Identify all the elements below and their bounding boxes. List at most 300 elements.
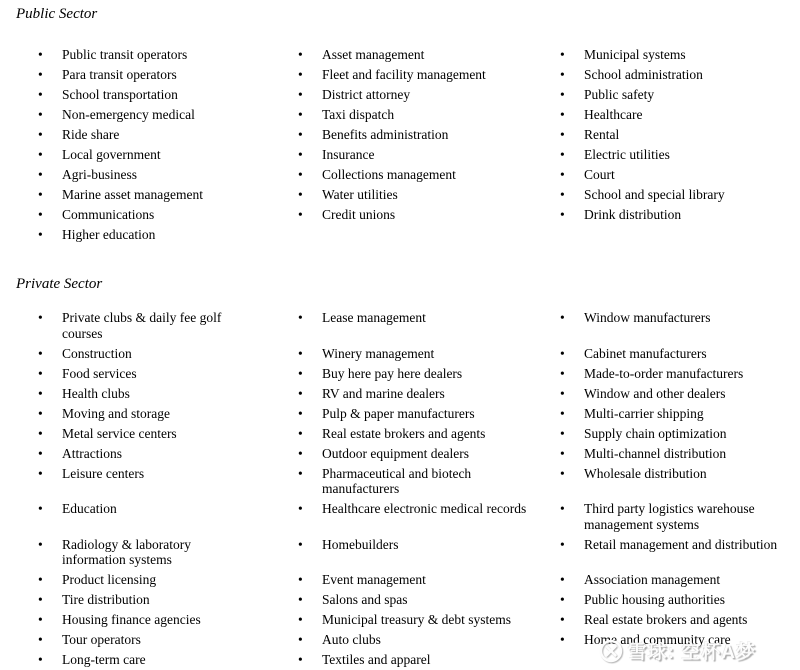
bullet-icon: • <box>298 310 303 325</box>
bullet-icon: • <box>38 227 43 242</box>
list-item <box>38 107 298 123</box>
list-item-label: RV and marine dealers <box>322 385 445 401</box>
list-item-label: Private clubs & daily fee golf courses <box>62 310 222 341</box>
table-cell <box>298 147 560 167</box>
bullet-icon: • <box>298 425 303 441</box>
table-row <box>38 426 800 446</box>
bullet-icon: • <box>560 385 565 401</box>
table-row <box>38 87 800 107</box>
table-cell <box>38 652 298 670</box>
bullet-icon: • <box>560 310 565 325</box>
list-item <box>560 107 800 123</box>
table-row <box>38 612 800 632</box>
list-item <box>560 612 800 628</box>
table-row <box>38 207 800 227</box>
bullet-icon: • <box>560 107 565 122</box>
list-item-label: Pharmaceutical and biotech manufacturers <box>322 465 472 496</box>
list-item-label: Long-term care <box>62 652 146 667</box>
table-row <box>38 107 800 127</box>
list-item-label: Buy here pay here dealers <box>322 365 463 381</box>
list-item <box>38 446 298 462</box>
list-item <box>298 47 560 63</box>
bullet-icon: • <box>560 632 565 647</box>
table-row <box>38 310 800 346</box>
table-cell <box>560 310 800 346</box>
bullet-icon: • <box>298 572 303 587</box>
bullet-icon: • <box>38 147 43 162</box>
list-item <box>38 346 298 362</box>
list-item-label: Tire distribution <box>62 592 150 607</box>
list-item <box>298 67 560 83</box>
table-cell <box>298 127 560 147</box>
list-item-label: Higher education <box>62 227 156 242</box>
list-item <box>298 127 560 143</box>
bullet-icon: • <box>298 147 303 162</box>
bullet-icon: • <box>38 127 43 142</box>
list-item-label: Lease management <box>322 310 426 325</box>
bullet-icon: • <box>38 187 43 202</box>
table-cell <box>298 107 560 127</box>
bullet-icon: • <box>38 445 43 461</box>
list-item-label: Tour operators <box>62 632 141 647</box>
bullet-icon: • <box>298 592 303 607</box>
section-title-public-sector: Public Sector <box>16 6 98 22</box>
list-item <box>560 167 800 183</box>
bullet-icon: • <box>560 47 565 62</box>
bullet-icon: • <box>38 536 43 552</box>
list-item-label: Window manufacturers <box>584 310 711 325</box>
table-cell <box>560 207 800 227</box>
list-item-label: Real estate brokers and agents <box>322 425 486 441</box>
table-row <box>38 366 800 386</box>
table-cell <box>560 366 800 386</box>
table-row <box>38 572 800 592</box>
table-cell <box>38 227 298 247</box>
table-cell <box>298 67 560 87</box>
list-item-label: Health clubs <box>62 385 130 401</box>
section-title-private-sector: Private Sector <box>16 276 103 292</box>
list-item <box>560 67 800 83</box>
list-item <box>298 632 560 648</box>
list-item-label: Ride share <box>62 127 120 142</box>
list-item <box>560 127 800 143</box>
bullet-icon: • <box>560 187 565 202</box>
bullet-icon: • <box>298 465 303 481</box>
list-item-label: Wholesale distribution <box>584 465 707 481</box>
bullet-icon: • <box>298 365 303 381</box>
list-item <box>38 572 298 588</box>
table-cell <box>298 310 560 346</box>
table-row <box>38 632 800 652</box>
bullet-icon: • <box>560 536 565 552</box>
list-item-label: Winery management <box>322 345 435 361</box>
list-item <box>38 406 298 422</box>
table-cell <box>560 67 800 87</box>
table-cell <box>298 572 560 592</box>
table-cell <box>38 310 298 346</box>
bullet-icon: • <box>298 127 303 142</box>
list-item-label: School and special library <box>584 187 725 202</box>
list-item-label: Attractions <box>62 445 122 461</box>
list-item <box>38 501 298 517</box>
bullet-icon: • <box>560 147 565 162</box>
list-item <box>38 426 298 442</box>
table-row <box>38 127 800 147</box>
table-cell <box>560 426 800 446</box>
bullet-icon: • <box>38 87 43 102</box>
bullet-icon: • <box>560 207 565 222</box>
bullet-icon: • <box>560 167 565 182</box>
list-item <box>298 87 560 103</box>
table-cell <box>38 632 298 652</box>
private-sector-table <box>38 310 800 670</box>
list-item <box>38 310 298 341</box>
list-item <box>560 187 800 203</box>
section-public-sector <box>0 5 800 247</box>
table-cell <box>298 446 560 466</box>
bullet-icon: • <box>298 207 303 222</box>
section-private-sector <box>0 275 800 670</box>
table-cell <box>560 346 800 366</box>
bullet-icon: • <box>38 465 43 481</box>
list-item-label: Textiles and apparel <box>322 652 431 667</box>
table-cell <box>298 466 560 502</box>
list-item <box>38 147 298 163</box>
table-row <box>38 47 800 67</box>
table-row <box>38 67 800 87</box>
list-item-label: Outdoor equipment dealers <box>322 445 469 461</box>
table-cell <box>298 612 560 632</box>
list-item <box>298 187 560 203</box>
list-item-label: Product licensing <box>62 572 157 587</box>
list-item <box>298 107 560 123</box>
table-cell <box>560 187 800 207</box>
list-item <box>560 147 800 163</box>
list-item <box>298 386 560 402</box>
list-item <box>560 406 800 422</box>
list-item <box>298 612 560 628</box>
list-item-label: Benefits administration <box>322 127 449 142</box>
table-cell <box>560 446 800 466</box>
table-cell <box>298 227 560 247</box>
bullet-icon: • <box>38 47 43 62</box>
list-item-label: Court <box>584 167 615 182</box>
bullet-icon: • <box>298 167 303 182</box>
list-item-label: Local government <box>62 147 161 162</box>
list-item-label: Drink distribution <box>584 207 682 222</box>
table-cell <box>298 187 560 207</box>
list-item <box>38 227 298 243</box>
bullet-icon: • <box>298 405 303 421</box>
bullet-icon: • <box>298 445 303 461</box>
list-item <box>38 612 298 628</box>
table-row <box>38 466 800 502</box>
list-item <box>560 426 800 442</box>
list-item <box>38 207 298 223</box>
list-item-label: Para transit operators <box>62 67 177 82</box>
list-item-label: Water utilities <box>322 187 398 202</box>
list-item <box>560 346 800 362</box>
list-item <box>38 366 298 382</box>
bullet-icon: • <box>298 107 303 122</box>
list-item-label: Education <box>62 501 117 516</box>
table-cell <box>38 107 298 127</box>
bullet-icon: • <box>38 167 43 182</box>
table-cell <box>560 537 800 573</box>
list-item <box>298 537 560 553</box>
watermark-text: 雪球: 空杯A梦 <box>627 642 756 663</box>
list-item <box>560 446 800 462</box>
table-cell <box>38 501 298 537</box>
list-item-label: Leisure centers <box>62 465 145 481</box>
list-item-label: Taxi dispatch <box>322 107 395 122</box>
bullet-icon: • <box>560 612 565 627</box>
list-item-label: Non-emergency medical <box>62 107 195 122</box>
table-cell <box>298 167 560 187</box>
table-cell <box>560 127 800 147</box>
list-item <box>560 572 800 588</box>
list-item-label: Healthcare <box>584 107 643 122</box>
list-item-label: Municipal treasury & debt systems <box>322 612 511 627</box>
list-item <box>560 207 800 223</box>
list-item <box>298 207 560 223</box>
table-row <box>38 446 800 466</box>
bullet-icon: • <box>560 345 565 361</box>
table-cell <box>38 446 298 466</box>
list-item <box>560 466 800 482</box>
table-cell <box>38 207 298 227</box>
list-item <box>38 652 298 668</box>
list-item-label: Home and community care <box>584 632 731 647</box>
table-cell <box>560 572 800 592</box>
bullet-icon: • <box>560 592 565 607</box>
list-item-label: Electric utilities <box>584 147 670 162</box>
list-item <box>298 466 560 497</box>
bullet-icon: • <box>38 652 43 667</box>
table-row <box>38 386 800 406</box>
table-row <box>38 537 800 573</box>
list-item <box>38 537 298 568</box>
bullet-icon: • <box>560 445 565 461</box>
list-item-label: Public transit operators <box>62 47 188 62</box>
bullet-icon: • <box>38 592 43 607</box>
bullet-icon: • <box>38 572 43 587</box>
list-item-label: Metal service centers <box>62 425 177 441</box>
table-cell <box>560 47 800 67</box>
list-item <box>298 167 560 183</box>
list-item-label: Made-to-order manufacturers <box>584 365 744 381</box>
table-cell <box>298 87 560 107</box>
table-row <box>38 167 800 187</box>
list-item <box>560 366 800 382</box>
bullet-icon: • <box>298 612 303 627</box>
table-cell <box>38 426 298 446</box>
list-item <box>298 501 560 517</box>
table-row <box>38 406 800 426</box>
table-cell <box>298 501 560 537</box>
list-item-label: Marine asset management <box>62 187 203 202</box>
table-cell <box>38 87 298 107</box>
list-item <box>560 386 800 402</box>
bullet-icon: • <box>38 107 43 122</box>
list-item <box>38 67 298 83</box>
table-row <box>38 652 800 670</box>
bullet-icon: • <box>560 127 565 142</box>
list-item-label: Multi-channel distribution <box>584 445 727 461</box>
list-item-label: Radiology & laboratory information systems <box>62 536 191 567</box>
bullet-icon: • <box>560 67 565 82</box>
table-cell <box>38 537 298 573</box>
list-item-label: Event management <box>322 572 426 587</box>
table-cell <box>560 592 800 612</box>
bullet-icon: • <box>298 87 303 102</box>
table-cell <box>298 366 560 386</box>
table-cell <box>38 127 298 147</box>
list-item-label: Window and other dealers <box>584 385 726 401</box>
bullet-icon: • <box>38 365 43 381</box>
list-item-label: Multi-carrier shipping <box>584 405 704 421</box>
table-cell <box>38 612 298 632</box>
public-sector-table <box>38 47 800 247</box>
list-item-label: Rental <box>584 127 620 142</box>
list-item-label: Public safety <box>584 87 655 102</box>
table-cell <box>560 87 800 107</box>
bullet-icon: • <box>38 345 43 361</box>
table-cell <box>38 366 298 386</box>
list-item <box>38 167 298 183</box>
list-item-label: Communications <box>62 207 155 222</box>
list-item-label: Pulp & paper manufacturers <box>322 405 475 421</box>
table-cell <box>560 227 800 247</box>
bullet-icon: • <box>560 425 565 441</box>
table-cell <box>560 147 800 167</box>
list-item <box>560 537 800 553</box>
list-item <box>298 406 560 422</box>
table-row <box>38 501 800 537</box>
list-item-label: Food services <box>62 365 137 381</box>
list-item <box>38 632 298 648</box>
list-item-label: School transportation <box>62 87 178 102</box>
list-item <box>560 310 800 326</box>
list-item-label: Public housing authorities <box>584 592 725 607</box>
list-item-label: Insurance <box>322 147 375 162</box>
list-item <box>38 386 298 402</box>
table-cell <box>38 466 298 502</box>
list-item <box>38 87 298 103</box>
list-item <box>560 592 800 608</box>
list-item-label: Supply chain optimization <box>584 425 727 441</box>
table-row <box>38 147 800 167</box>
list-item <box>298 592 560 608</box>
table-cell <box>38 572 298 592</box>
bullet-icon: • <box>298 536 303 552</box>
list-item-label: Salons and spas <box>322 592 408 607</box>
list-item <box>38 187 298 203</box>
bullet-icon: • <box>38 612 43 627</box>
bullet-icon: • <box>560 501 565 516</box>
bullet-icon: • <box>38 501 43 516</box>
bullet-icon: • <box>38 425 43 441</box>
bullet-icon: • <box>298 47 303 62</box>
bullet-icon: • <box>38 632 43 647</box>
bullet-icon: • <box>298 345 303 361</box>
table-cell <box>298 346 560 366</box>
list-item-label: Retail management and distribution <box>584 536 778 552</box>
table-cell <box>38 187 298 207</box>
table-cell <box>298 47 560 67</box>
list-item <box>298 346 560 362</box>
list-item <box>298 366 560 382</box>
list-item-label: Asset management <box>322 47 425 62</box>
bullet-icon: • <box>560 465 565 481</box>
bullet-icon: • <box>38 67 43 82</box>
list-item <box>298 572 560 588</box>
bullet-icon: • <box>298 632 303 647</box>
list-item-label: Credit unions <box>322 207 396 222</box>
list-item-label: Real estate brokers and agents <box>584 612 748 627</box>
table-cell <box>38 147 298 167</box>
table-cell <box>560 406 800 426</box>
list-item-label: Cabinet manufacturers <box>584 345 707 361</box>
list-item-label: Municipal systems <box>584 47 686 62</box>
bullet-icon: • <box>298 187 303 202</box>
table-cell <box>298 386 560 406</box>
list-item-label: Association management <box>584 572 721 587</box>
table-cell <box>38 592 298 612</box>
list-item <box>298 426 560 442</box>
list-item-label: Healthcare electronic medical records <box>322 501 527 516</box>
bullet-icon: • <box>560 365 565 381</box>
table-row <box>38 187 800 207</box>
table-row <box>38 346 800 366</box>
table-cell <box>38 406 298 426</box>
list-item <box>560 501 800 532</box>
bullet-icon: • <box>560 87 565 102</box>
table-cell <box>298 207 560 227</box>
list-item <box>298 310 560 326</box>
bullet-icon: • <box>298 652 303 667</box>
list-item-label: Third party logistics warehouse management systems <box>584 501 755 532</box>
list-item-label: Moving and storage <box>62 405 170 421</box>
table-row <box>38 227 800 247</box>
bullet-icon: • <box>298 385 303 401</box>
list-item-label: Construction <box>62 345 132 361</box>
list-item-label: Agri-business <box>62 167 137 182</box>
table-cell <box>298 406 560 426</box>
bullet-icon: • <box>560 572 565 587</box>
bullet-icon: • <box>38 405 43 421</box>
table-cell <box>298 537 560 573</box>
table-cell <box>560 107 800 127</box>
bullet-icon: • <box>560 405 565 421</box>
list-item-label: Fleet and facility management <box>322 67 486 82</box>
list-item <box>38 127 298 143</box>
list-item <box>298 147 560 163</box>
table-cell <box>560 632 800 652</box>
list-item <box>560 47 800 63</box>
table-cell <box>298 592 560 612</box>
table-cell <box>560 652 800 670</box>
table-cell <box>560 386 800 406</box>
list-item-label: Housing finance agencies <box>62 612 201 627</box>
bullet-icon: • <box>38 385 43 401</box>
bullet-icon: • <box>298 67 303 82</box>
list-item-label: Collections management <box>322 167 456 182</box>
table-cell <box>38 386 298 406</box>
list-item <box>38 466 298 482</box>
table-cell <box>298 632 560 652</box>
list-item <box>298 652 560 668</box>
